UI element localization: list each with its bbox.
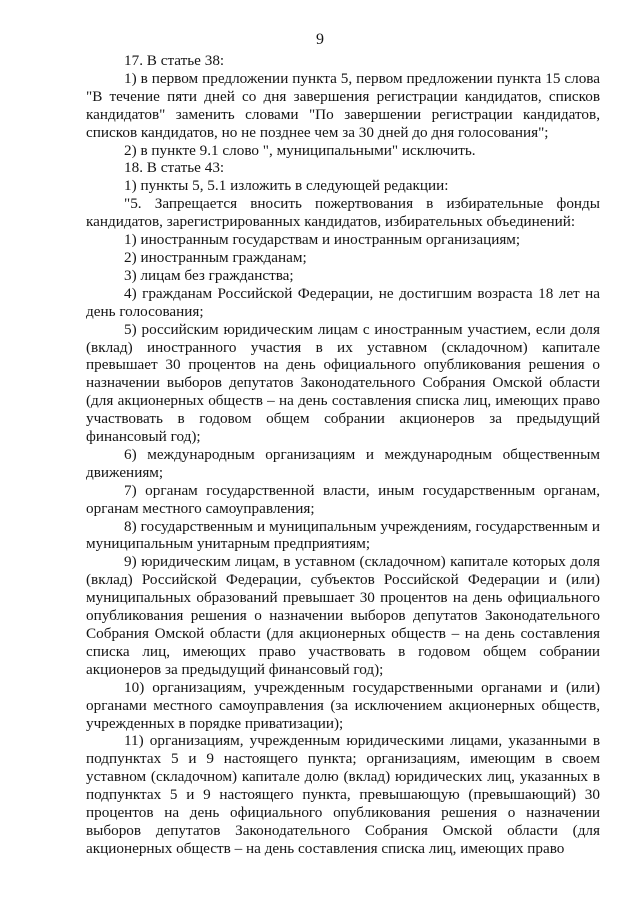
page-number: 9 [316, 31, 324, 48]
paragraph-subpoint-4: 4) гражданам Российской Федерации, не достигшим возраста 18 лет на день голосования; [86, 284, 600, 320]
document-body [86, 52, 600, 858]
paragraph-point-5-intro: "5. Запрещается вносить пожертвования в избирательные фонды кандидатов, зарегистрированных кандидатов, избирательных объединений: [86, 195, 600, 231]
paragraph-subpoint-10: 10) организациям, учрежденным государственными органами и (или) органами местного самоуправления (за исключением акционерных обществ, учрежденных в порядке приватизации); [86, 678, 600, 732]
paragraph-subpoint-6: 6) международным организациям и международным общественным движениям; [86, 445, 600, 481]
paragraph-subpoint-8: 8) государственным и муниципальным учреждениям, государственным и муниципальным унитарным предприятиям; [86, 517, 600, 553]
paragraph-article-38-heading: 17. В статье 38: [124, 52, 225, 69]
paragraph-subpoint-11: 11) организациям, учрежденным юридическими лицами, указанными в подпунктах 5 и 9 настоящего пункта; организациям, имеющим в своем уставном (складочном) капитале долю (вклад) юридических лиц, указанных в подпунктах 5 и 9 настоящего пункта, превышающую (превышающий) 30 процентов на день официального опубликования решения о назначении выборов депутатов Законодательного Собрания Омской области (для акционерных обществ – на день составления списка лиц, имеющих право [86, 732, 600, 857]
paragraph-subpoint-7: 7) органам государственной власти, иным государственным органам, органам местного самоуправления; [86, 481, 600, 517]
paragraph-subpoint-3: 3) лицам без гражданства; [124, 266, 294, 284]
paragraph-subpoint-2: 2) иностранным гражданам; [124, 248, 307, 266]
paragraph-subpoint-5: 5) российским юридическим лицам с иностранным участием, если доля (вклад) иностранного участия в их уставном (складочном) капитале превышает 30 процентов на день официального опубликования решения о назначении выборов депутатов Законодательного Собрания Омской области (для акционерных обществ – на день составления списка лиц, имеющих право участвовать в годовом общем собрании акционеров за предыдущий финансовый год); [86, 320, 600, 446]
paragraph-article-38-item-1: 1) в первом предложении пункта 5, первом предложении пункта 15 слова "В течение пяти дней со дня завершения регистрации кандидатов, списков кандидатов" заменить словами "По завершении регистрации кандидатов, списков кандидатов, но не позднее чем за 30 дней до дня голосования"; [86, 69, 600, 141]
paragraph-article-43-heading: 18. В статье 43: [124, 159, 225, 177]
paragraph-subpoint-1: 1) иностранным государствам и иностранным организациям; [124, 231, 521, 249]
paragraph-subpoint-9: 9) юридическим лицам, в уставном (складочном) капитале которых доля (вклад) Российской Федерации, субъектов Российской Федерации и (или) муниципальных образований превышает 30 процентов на день официального опубликования решения о назначении выборов депутатов Законодательного Собрания Омской области (для акционерных обществ – на день составления списка лиц, имеющих право участвовать в годовом общем собрании акционеров за предыдущий финансовый год); [86, 553, 600, 678]
paragraph-article-43-item-1: 1) пункты 5, 5.1 изложить в следующей редакции: [124, 177, 449, 195]
paragraph-article-38-item-2: 2) в пункте 9.1 слово ", муниципальными" исключить. [124, 141, 476, 159]
